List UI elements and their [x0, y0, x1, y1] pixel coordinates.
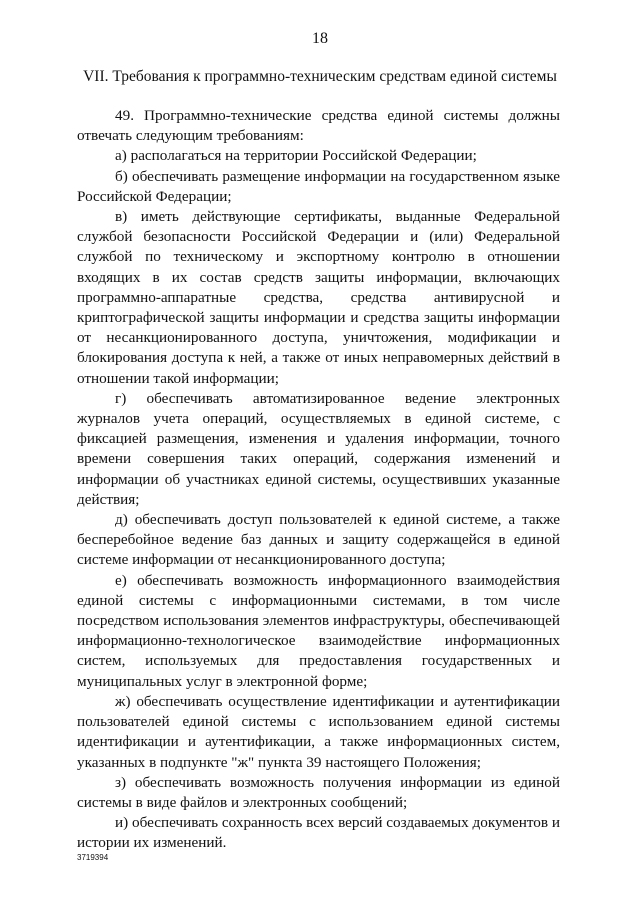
- paragraph-i: и) обеспечивать сохранность всех версий создаваемых документов и истории их изменений.: [77, 814, 560, 852]
- paragraph-g: г) обеспечивать автоматизированное ведение электронных журналов учета операций, осуществляемых в единой системе, с фиксацией размещения, изменения и удаления информации, точного времени совершения таких операций, содержания изменений и информации об участниках единой системы, осуществивших указанные действия;: [77, 389, 560, 508]
- paragraph-49: 49. Программно-технические средства единой системы должны отвечать следующим требованиям:: [77, 107, 560, 145]
- paragraph-z: з) обеспечивать возможность получения информации из единой системы в виде файлов и электронных сообщений;: [77, 773, 560, 811]
- paragraph-v: в) иметь действующие сертификаты, выданные Федеральной службой безопасности Российской Федерации и (или) Федеральной службой по техническому и экспортному контролю в отношении входящих в их состав средств защиты информации, включающих программно-аппаратные средства, средства антивирусной и криптографической защиты информации и средства защиты информации от несанкционированного доступа, уничтожения, модификации и блокирования доступа к ней, а также от иных неправомерных действий в отношении такой информации;: [77, 208, 560, 387]
- paragraph-zh: ж) обеспечивать осуществление идентификации и аутентификации пользователей единой системы с использованием единой системы идентификации и аутентификации, а также информационных систем, указанных в подпункте "ж" пункта 39 настоящего Положения;: [77, 692, 560, 771]
- paragraph-e: е) обеспечивать возможность информационного взаимодействия единой системы с информационными системами, в том числе посредством использования элементов инфраструктуры, обеспечивающей информационно-технологическое взаимодействие информационных систем, используемых для предоставления государственных и муниципальных услуг в электронной форме;: [77, 571, 560, 690]
- paragraph-d: д) обеспечивать доступ пользователей к единой системе, а также бесперебойное ведение баз данных и защиту содержащейся в единой системе информации от несанкционированного доступа;: [77, 511, 560, 569]
- paragraph-b: б) обеспечивать размещение информации на государственном языке Российской Федерации;: [77, 167, 560, 205]
- paragraph-a: а) располагаться на территории Российской Федерации;: [115, 147, 477, 165]
- document-body: [77, 106, 560, 854]
- section-heading: VII. Требования к программно-техническим средствам единой системы: [83, 68, 557, 85]
- document-code: 3719394: [77, 853, 109, 862]
- page-number: 18: [312, 30, 328, 47]
